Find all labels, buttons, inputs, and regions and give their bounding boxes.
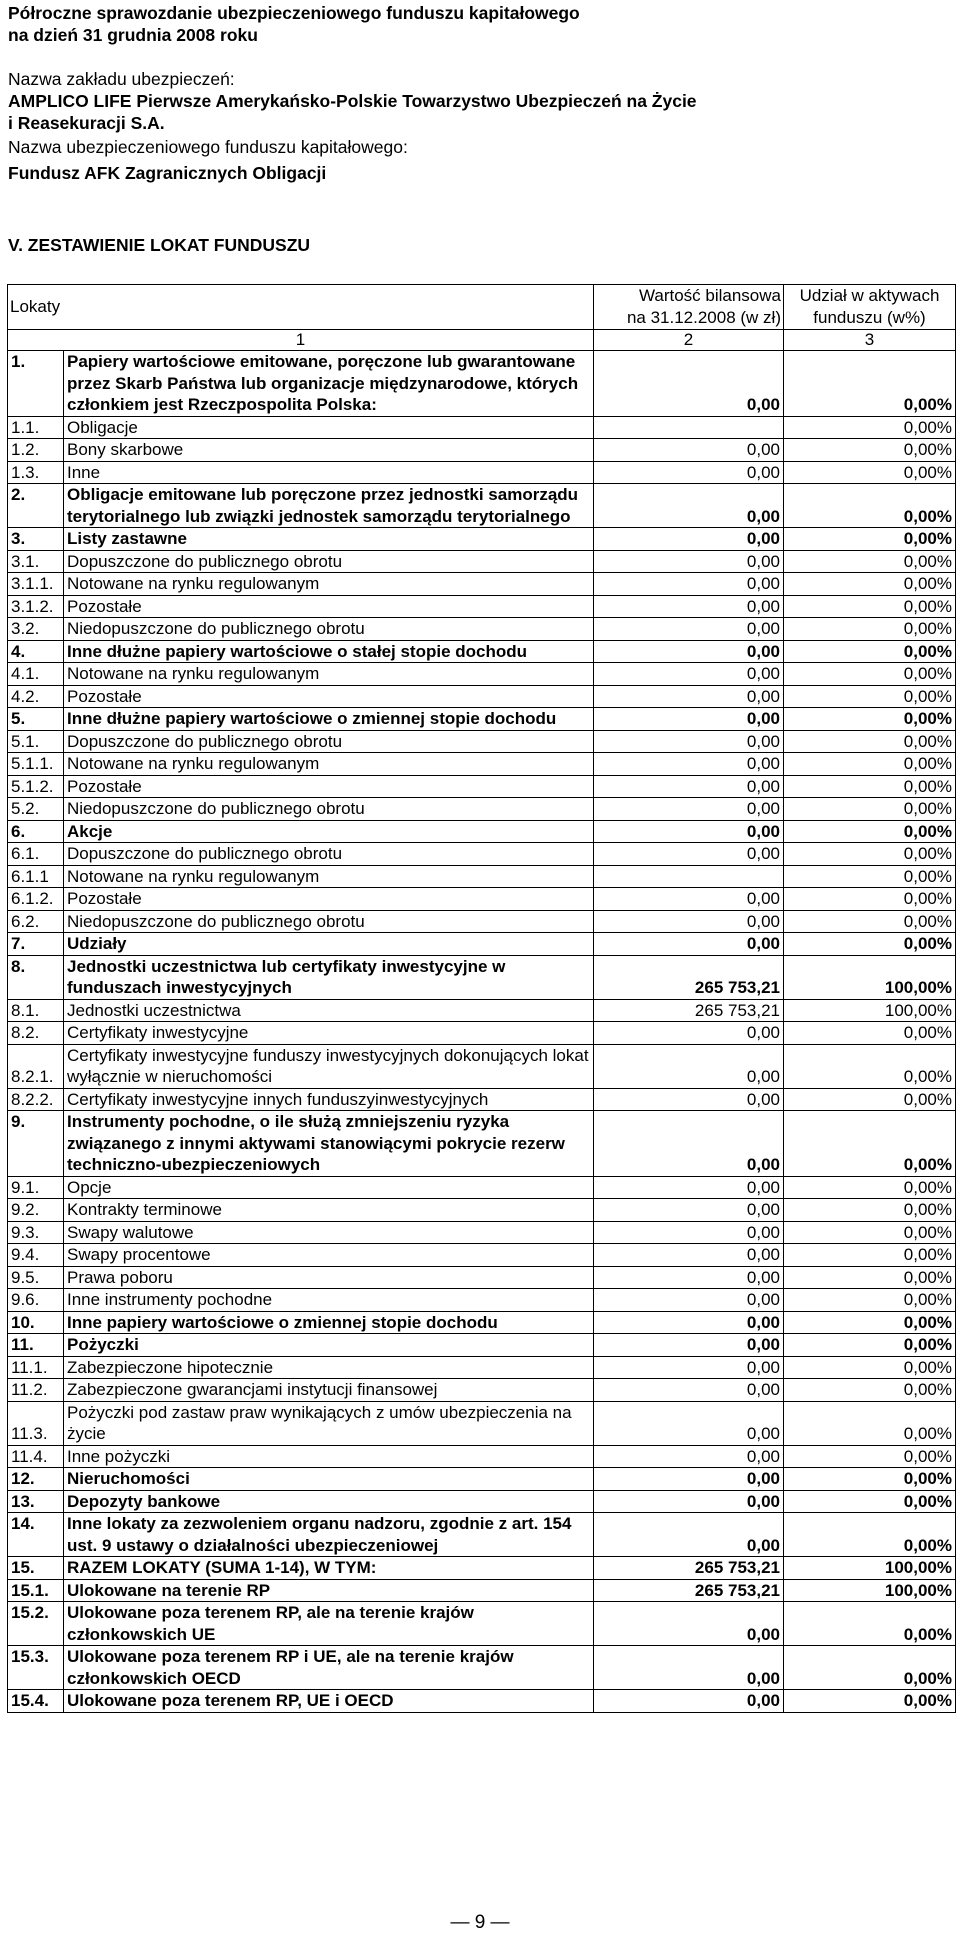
row-description: Opcje	[64, 1176, 594, 1199]
row-value	[594, 865, 784, 888]
row-share: 0,00%	[784, 1221, 956, 1244]
row-share: 0,00%	[784, 753, 956, 776]
row-number: 5.1.1.	[8, 753, 64, 776]
table-row	[8, 1356, 956, 1379]
row-description: Instrumenty pochodne, o ile służą zmniejszeniu ryzyka związanego z innymi aktywami stanowiącymi pokrycie rezerw techniczno-ubezpieczeniowych	[64, 1111, 594, 1177]
fund-name: Fundusz AFK Zagranicznych Obligacji	[8, 163, 327, 183]
table-row	[8, 753, 956, 776]
row-value: 0,00	[594, 1646, 784, 1690]
row-share: 0,00%	[784, 1401, 956, 1445]
row-description: Niedopuszczone do publicznego obrotu	[64, 910, 594, 933]
row-value: 0,00	[594, 618, 784, 641]
row-number: 11.1.	[8, 1356, 64, 1379]
row-share: 0,00%	[784, 595, 956, 618]
row-value: 0,00	[594, 1111, 784, 1177]
row-number: 1.3.	[8, 461, 64, 484]
row-value: 0,00	[594, 1088, 784, 1111]
index-col-2: 2	[594, 330, 784, 351]
table-row	[8, 528, 956, 551]
table-row	[8, 1557, 956, 1580]
row-description: Ulokowane na terenie RP	[64, 1579, 594, 1602]
table-row	[8, 775, 956, 798]
row-number: 1.2.	[8, 439, 64, 462]
row-share: 0,00%	[784, 484, 956, 528]
row-share: 0,00%	[784, 730, 956, 753]
row-number: 15.4.	[8, 1690, 64, 1713]
row-number: 15.	[8, 1557, 64, 1580]
page-number: — 9 —	[450, 1912, 510, 1933]
row-value: 0,00	[594, 461, 784, 484]
row-description: Inne lokaty za zezwoleniem organu nadzoru, zgodnie z art. 154 ust. 9 ustawy o działalności ubezpieczeniowej	[64, 1513, 594, 1557]
row-description: Pozostałe	[64, 685, 594, 708]
row-share: 0,00%	[784, 865, 956, 888]
row-description: RAZEM LOKATY (SUMA 1-14), W TYM:	[64, 1557, 594, 1580]
row-number: 2.	[8, 484, 64, 528]
section-title: V. ZESTAWIENIE LOKAT FUNDUSZU	[8, 235, 311, 255]
table-row	[8, 1490, 956, 1513]
row-number: 10.	[8, 1311, 64, 1334]
row-value: 0,00	[594, 1401, 784, 1445]
header-value-line1: Wartość bilansowa	[638, 286, 781, 305]
table-row	[8, 1022, 956, 1045]
table-row	[8, 1401, 956, 1445]
row-description: Pozostałe	[64, 775, 594, 798]
row-number: 11.2.	[8, 1379, 64, 1402]
row-number: 6.1.	[8, 843, 64, 866]
row-number: 6.2.	[8, 910, 64, 933]
table-row	[8, 865, 956, 888]
row-description: Swapy procentowe	[64, 1244, 594, 1267]
table-row	[8, 1690, 956, 1713]
row-value: 0,00	[594, 439, 784, 462]
row-value: 0,00	[594, 1199, 784, 1222]
row-share: 0,00%	[784, 708, 956, 731]
table-row	[8, 1289, 956, 1312]
row-value: 0,00	[594, 528, 784, 551]
row-number: 15.1.	[8, 1579, 64, 1602]
row-description: Certyfikaty inwestycyjne innych funduszyinwestycyjnych	[64, 1088, 594, 1111]
investments-table	[7, 284, 956, 1713]
row-number: 6.1.1	[8, 865, 64, 888]
row-share: 100,00%	[784, 999, 956, 1022]
row-share: 0,00%	[784, 798, 956, 821]
row-description: Obligacje emitowane lub poręczone przez jednostki samorządu terytorialnego lub związki jednostek samorządu terytorialnego	[64, 484, 594, 528]
row-description: Swapy walutowe	[64, 1221, 594, 1244]
table-row	[8, 1244, 956, 1267]
table-row	[8, 888, 956, 911]
row-value: 0,00	[594, 351, 784, 417]
row-share: 0,00%	[784, 573, 956, 596]
row-share: 0,00%	[784, 685, 956, 708]
row-number: 3.2.	[8, 618, 64, 641]
row-share: 0,00%	[784, 1022, 956, 1045]
row-number: 3.1.2.	[8, 595, 64, 618]
row-share: 0,00%	[784, 528, 956, 551]
table-row	[8, 663, 956, 686]
row-description: Jednostki uczestnictwa lub certyfikaty inwestycyjne w funduszach inwestycyjnych	[64, 955, 594, 999]
row-description: Dopuszczone do publicznego obrotu	[64, 550, 594, 573]
row-number: 4.1.	[8, 663, 64, 686]
insurer-name-line2: i Reasekuracji S.A.	[8, 113, 165, 133]
row-value: 0,00	[594, 1176, 784, 1199]
table-row	[8, 1044, 956, 1088]
row-description: Ulokowane poza terenem RP i UE, ale na terenie krajów członkowskich OECD	[64, 1646, 594, 1690]
table-row	[8, 640, 956, 663]
row-number: 5.1.	[8, 730, 64, 753]
table-row	[8, 798, 956, 821]
row-description: Prawa poboru	[64, 1266, 594, 1289]
row-description: Jednostki uczestnictwa	[64, 999, 594, 1022]
row-share: 0,00%	[784, 1289, 956, 1312]
row-description: Inne pożyczki	[64, 1445, 594, 1468]
row-number: 5.	[8, 708, 64, 731]
table-row	[8, 820, 956, 843]
row-value: 265 753,21	[594, 955, 784, 999]
row-description: Depozyty bankowe	[64, 1490, 594, 1513]
row-value: 0,00	[594, 1311, 784, 1334]
row-description: Ulokowane poza terenem RP, ale na terenie krajów członkowskich UE	[64, 1602, 594, 1646]
table-row	[8, 416, 956, 439]
table-row	[8, 1379, 956, 1402]
table-row	[8, 1334, 956, 1357]
header-share	[784, 285, 956, 330]
row-description: Certyfikaty inwestycyjne funduszy inwestycyjnych dokonujących lokat wyłącznie w nieruchomości	[64, 1044, 594, 1088]
header-value-line2: na 31.12.2008 (w zł)	[626, 308, 781, 327]
table-row	[8, 1602, 956, 1646]
row-description: Pozostałe	[64, 888, 594, 911]
row-share: 0,00%	[784, 461, 956, 484]
table-row	[8, 1513, 956, 1557]
table-row	[8, 1311, 956, 1334]
row-value: 0,00	[594, 798, 784, 821]
row-number: 1.1.	[8, 416, 64, 439]
table-row	[8, 1445, 956, 1468]
row-description: Inne dłużne papiery wartościowe o zmiennej stopie dochodu	[64, 708, 594, 731]
table-row	[8, 685, 956, 708]
row-share: 0,00%	[784, 416, 956, 439]
row-value: 0,00	[594, 1022, 784, 1045]
row-share: 0,00%	[784, 1513, 956, 1557]
row-description: Inne dłużne papiery wartościowe o stałej stopie dochodu	[64, 640, 594, 663]
insurer-label: Nazwa zakładu ubezpieczeń:	[8, 69, 235, 89]
row-description: Kontrakty terminowe	[64, 1199, 594, 1222]
row-number: 13.	[8, 1490, 64, 1513]
row-description: Zabezpieczone gwarancjami instytucji finansowej	[64, 1379, 594, 1402]
row-number: 6.	[8, 820, 64, 843]
row-description: Dopuszczone do publicznego obrotu	[64, 730, 594, 753]
row-number: 15.2.	[8, 1602, 64, 1646]
row-number: 7.	[8, 933, 64, 956]
row-share: 0,00%	[784, 618, 956, 641]
table-row	[8, 461, 956, 484]
table-body	[8, 351, 956, 1713]
row-description: Niedopuszczone do publicznego obrotu	[64, 618, 594, 641]
row-share: 0,00%	[784, 775, 956, 798]
row-value: 0,00	[594, 1356, 784, 1379]
table-row	[8, 1111, 956, 1177]
report-title-line1: Półroczne sprawozdanie ubezpieczeniowego funduszu kapitałowego	[8, 3, 580, 23]
row-value: 0,00	[594, 1044, 784, 1088]
row-description: Inne papiery wartościowe o zmiennej stopie dochodu	[64, 1311, 594, 1334]
row-number: 8.2.	[8, 1022, 64, 1045]
row-description: Inne instrumenty pochodne	[64, 1289, 594, 1312]
table-row	[8, 1221, 956, 1244]
table-row	[8, 1468, 956, 1491]
row-description: Bony skarbowe	[64, 439, 594, 462]
row-number: 15.3.	[8, 1646, 64, 1690]
row-description: Nieruchomości	[64, 1468, 594, 1491]
row-share: 0,00%	[784, 888, 956, 911]
row-share: 0,00%	[784, 351, 956, 417]
table-row	[8, 595, 956, 618]
row-description: Obligacje	[64, 416, 594, 439]
row-description: Certyfikaty inwestycyjne	[64, 1022, 594, 1045]
row-number: 8.2.2.	[8, 1088, 64, 1111]
table-row	[8, 618, 956, 641]
row-number: 1.	[8, 351, 64, 417]
row-value: 0,00	[594, 775, 784, 798]
row-description: Dopuszczone do publicznego obrotu	[64, 843, 594, 866]
row-description: Udziały	[64, 933, 594, 956]
table-row	[8, 1646, 956, 1690]
table-row	[8, 708, 956, 731]
row-number: 14.	[8, 1513, 64, 1557]
report-title-line2: na dzień 31 grudnia 2008 roku	[8, 25, 258, 45]
row-description: Niedopuszczone do publicznego obrotu	[64, 798, 594, 821]
row-number: 9.4.	[8, 1244, 64, 1267]
row-share: 0,00%	[784, 1356, 956, 1379]
row-number: 11.4.	[8, 1445, 64, 1468]
row-value: 0,00	[594, 1445, 784, 1468]
row-value: 0,00	[594, 1266, 784, 1289]
row-number: 9.1.	[8, 1176, 64, 1199]
row-number: 9.2.	[8, 1199, 64, 1222]
table-row	[8, 351, 956, 417]
row-share: 0,00%	[784, 1690, 956, 1713]
row-value: 0,00	[594, 484, 784, 528]
row-value: 0,00	[594, 573, 784, 596]
row-value: 265 753,21	[594, 1579, 784, 1602]
row-share: 0,00%	[784, 1334, 956, 1357]
row-description: Notowane na rynku regulowanym	[64, 865, 594, 888]
table-row	[8, 933, 956, 956]
row-number: 12.	[8, 1468, 64, 1491]
table-row	[8, 1199, 956, 1222]
row-share: 100,00%	[784, 1579, 956, 1602]
row-value: 0,00	[594, 1513, 784, 1557]
row-share: 0,00%	[784, 910, 956, 933]
row-value: 0,00	[594, 888, 784, 911]
row-number: 3.	[8, 528, 64, 551]
row-share: 0,00%	[784, 1445, 956, 1468]
row-number: 5.1.2.	[8, 775, 64, 798]
row-value: 0,00	[594, 595, 784, 618]
header-share-line2: funduszu (w%)	[813, 308, 926, 327]
row-value: 0,00	[594, 1334, 784, 1357]
row-description: Pożyczki pod zastaw praw wynikających z umów ubezpieczenia na życie	[64, 1401, 594, 1445]
row-value: 0,00	[594, 1244, 784, 1267]
row-value: 0,00	[594, 843, 784, 866]
row-share: 0,00%	[784, 1602, 956, 1646]
row-share: 0,00%	[784, 1379, 956, 1402]
row-description: Listy zastawne	[64, 528, 594, 551]
table-row	[8, 1266, 956, 1289]
row-description: Inne	[64, 461, 594, 484]
row-description: Notowane na rynku regulowanym	[64, 753, 594, 776]
row-number: 8.	[8, 955, 64, 999]
row-number: 5.2.	[8, 798, 64, 821]
row-value: 0,00	[594, 1490, 784, 1513]
row-value: 0,00	[594, 820, 784, 843]
row-description: Pożyczki	[64, 1334, 594, 1357]
row-value: 0,00	[594, 1468, 784, 1491]
row-value: 0,00	[594, 730, 784, 753]
row-number: 9.5.	[8, 1266, 64, 1289]
row-value: 265 753,21	[594, 1557, 784, 1580]
table-row	[8, 910, 956, 933]
row-description: Notowane na rynku regulowanym	[64, 573, 594, 596]
row-share: 0,00%	[784, 1646, 956, 1690]
row-value: 0,00	[594, 933, 784, 956]
row-description: Ulokowane poza terenem RP, UE i OECD	[64, 1690, 594, 1713]
table-row	[8, 843, 956, 866]
row-value: 0,00	[594, 1379, 784, 1402]
table-header-row	[8, 285, 956, 330]
row-share: 0,00%	[784, 843, 956, 866]
row-number: 6.1.2.	[8, 888, 64, 911]
table-row	[8, 1579, 956, 1602]
row-share: 0,00%	[784, 550, 956, 573]
row-share: 0,00%	[784, 1244, 956, 1267]
row-share: 0,00%	[784, 820, 956, 843]
table-row	[8, 439, 956, 462]
row-number: 4.	[8, 640, 64, 663]
row-value: 0,00	[594, 550, 784, 573]
row-number: 3.1.	[8, 550, 64, 573]
table-row	[8, 1088, 956, 1111]
table-row	[8, 484, 956, 528]
index-col-3: 3	[784, 330, 956, 351]
row-value: 0,00	[594, 708, 784, 731]
table-row	[8, 550, 956, 573]
row-share: 0,00%	[784, 1111, 956, 1177]
row-description: Papiery wartościowe emitowane, poręczone lub gwarantowane przez Skarb Państwa lub organizacje międzynarodowe, których członkiem jest Rzeczpospolita Polska:	[64, 351, 594, 417]
row-value: 0,00	[594, 1602, 784, 1646]
row-description: Pozostałe	[64, 595, 594, 618]
row-value: 0,00	[594, 1289, 784, 1312]
row-share: 0,00%	[784, 1266, 956, 1289]
insurer-name-line1: AMPLICO LIFE Pierwsze Amerykańsko-Polskie Towarzystwo Ubezpieczeń na Życie	[8, 91, 697, 111]
row-number: 4.2.	[8, 685, 64, 708]
row-number: 9.3.	[8, 1221, 64, 1244]
row-value: 0,00	[594, 640, 784, 663]
row-description: Zabezpieczone hipotecznie	[64, 1356, 594, 1379]
row-value: 0,00	[594, 663, 784, 686]
row-share: 0,00%	[784, 1468, 956, 1491]
row-share: 0,00%	[784, 1176, 956, 1199]
row-share: 0,00%	[784, 1088, 956, 1111]
row-number: 9.6.	[8, 1289, 64, 1312]
row-value: 265 753,21	[594, 999, 784, 1022]
row-description: Akcje	[64, 820, 594, 843]
row-share: 0,00%	[784, 1311, 956, 1334]
row-value: 0,00	[594, 753, 784, 776]
row-share: 0,00%	[784, 640, 956, 663]
row-number: 9.	[8, 1111, 64, 1177]
row-share: 0,00%	[784, 933, 956, 956]
row-value: 0,00	[594, 685, 784, 708]
row-value	[594, 416, 784, 439]
row-number: 11.3.	[8, 1401, 64, 1445]
table-row	[8, 955, 956, 999]
row-number: 8.2.1.	[8, 1044, 64, 1088]
row-share: 0,00%	[784, 439, 956, 462]
table-row	[8, 573, 956, 596]
row-value: 0,00	[594, 1690, 784, 1713]
row-share: 0,00%	[784, 663, 956, 686]
row-description: Notowane na rynku regulowanym	[64, 663, 594, 686]
row-value: 0,00	[594, 910, 784, 933]
row-share: 100,00%	[784, 955, 956, 999]
fund-label: Nazwa ubezpieczeniowego funduszu kapitałowego:	[8, 137, 408, 157]
table-row	[8, 1176, 956, 1199]
row-number: 8.1.	[8, 999, 64, 1022]
row-share: 0,00%	[784, 1490, 956, 1513]
row-share: 0,00%	[784, 1044, 956, 1088]
row-share: 100,00%	[784, 1557, 956, 1580]
header-lokaty: Lokaty	[8, 285, 594, 330]
row-share: 0,00%	[784, 1199, 956, 1222]
row-value: 0,00	[594, 1221, 784, 1244]
index-col-1: 1	[8, 330, 594, 351]
table-row	[8, 999, 956, 1022]
header-value	[594, 285, 784, 330]
header-share-line1: Udział w aktywach	[799, 286, 940, 305]
table-index-row	[8, 330, 956, 351]
table-row	[8, 730, 956, 753]
row-number: 11.	[8, 1334, 64, 1357]
row-number: 3.1.1.	[8, 573, 64, 596]
